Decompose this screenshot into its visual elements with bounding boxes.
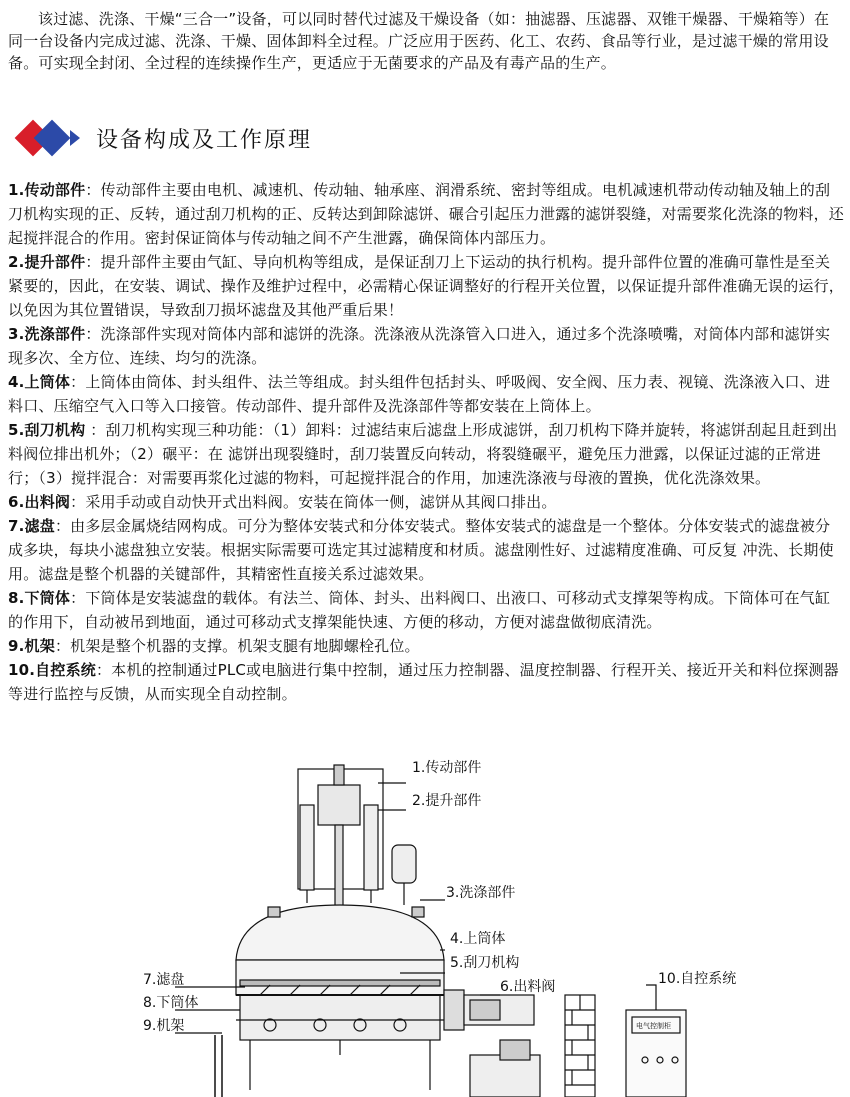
callout-label: 1.传动部件 [412, 760, 482, 776]
cabinet-label: 电气控制柜 [636, 1022, 671, 1030]
item-label: 1.传动部件 [8, 181, 86, 199]
item-label: 2.提升部件 [8, 253, 86, 271]
list-item [8, 370, 844, 418]
component-list [8, 178, 844, 706]
item-text: ：由多层金属烧结网构成。可分为整体安装式和分体安装式。整体安装式的滤盘是一个整体。分体安装式的滤盘被分成多块，每块小滤盘独立安装。根据实际需要可选定其过滤精度和材质。滤盘刚性好、过滤精度准确、可反复 冲洗、长期使用。滤盘是整个机器的关键部件，其精密性直接关系过滤效果。 [8, 517, 834, 583]
item-text: ：刮刀机构实现三种功能：（1）卸料：过滤结束后滤盘上形成滤饼，刮刀机构下降并旋转，将滤饼刮起且赶到出料阀位排出机外；（2）碾平：在 滤饼出现裂缝时，刮刀装置反向转动，将裂缝碾平，避免压力泄露，以保证过滤的正常进行；（3）搅拌混合：对需要再浆化过滤的物料，可起搅拌混合的作用，加速洗涤液与母液的置换，优化洗涤效果。 [8, 421, 838, 487]
item-text: ：机架是整个机器的支撑。机架支腿有地脚螺栓孔位。 [54, 637, 420, 655]
list-item [8, 322, 844, 370]
callout-label: 10.自控系统 [658, 971, 737, 987]
section-header [14, 118, 312, 158]
item-label: 9.机架 [8, 637, 55, 655]
item-label: 8.下筒体 [8, 589, 71, 607]
list-item [8, 418, 844, 490]
item-text: ：上筒体由筒体、封头组件、法兰等组成。封头组件包括封头、呼吸阀、安全阀、压力表、视镜、洗涤液入口、进料口、压缩空气入口等入口接管。传动部件、提升部件及洗涤部件等都安装在上筒体上。 [8, 373, 831, 415]
item-text: ：传动部件主要由电机、减速机、传动轴、轴承座、润滑系统、密封等组成。电机减速机带动传动轴及轴上的刮刀机构实现的正、反转，通过刮刀机构的正、反转达到卸除滤饼、碾合引起压力泄露的滤饼裂缝，对需要浆化洗涤的物料，还起搅拌混合的作用。密封保证筒体与传动轴之间不产生泄露，确保筒体内部压力。 [8, 181, 845, 247]
callout-label: 2.提升部件 [412, 793, 482, 809]
item-label: 6.出料阀 [8, 493, 71, 511]
item-label: 7.滤盘 [8, 517, 55, 535]
callout-label: 3.洗涤部件 [446, 885, 516, 901]
item-label: 10.自控系统 [8, 661, 96, 679]
list-item [8, 514, 844, 586]
list-item [8, 250, 844, 322]
item-text: ：采用手动或自动快开式出料阀。安装在筒体一侧，滤饼从其阀口排出。 [70, 493, 557, 511]
section-title: 设备构成及工作原理 [96, 127, 313, 153]
list-item [8, 490, 844, 514]
intro-paragraph: 该过滤、洗涤、干燥“三合一”设备，可以同时替代过滤及干燥设备（如：抽滤器、压滤器、双锥干燥器、干燥箱等）在同一台设备内完成过滤、洗涤、干燥、固体卸料全过程。广泛应用于医药、化工、农药、食品等行业，是过滤干燥的常用设备。可实现全封闭、全过程的连续操作生产，更适应于无菌要求的产品及有毒产品的生产。 [8, 10, 830, 72]
item-text: ：下筒体是安装滤盘的载体。有法兰、筒体、封头、出料阀口、出液口、可移动式支撑架等构成。下筒体可在气缸的作用下，自动被吊到地面，通过可移动式支撑架能快速、方便的移动，方便对滤盘做彻底清洗。 [8, 589, 831, 631]
callout-label: 4.上筒体 [450, 931, 506, 947]
callout-label: 7.滤盘 [143, 972, 185, 988]
list-item [8, 586, 844, 634]
callout-label: 9.机架 [143, 1018, 185, 1034]
diagram-labels [0, 755, 850, 1097]
list-item [8, 658, 844, 706]
callout-label: 6.出料阀 [500, 979, 556, 995]
list-item [8, 178, 844, 250]
section-diamond-icon [14, 118, 80, 158]
item-text: ：洗涤部件实现对筒体内部和滤饼的洗涤。洗涤液从洗涤管入口进入，通过多个洗涤喷嘴，对筒体内部和滤饼实现多次、全方位、连续、均匀的洗涤。 [8, 325, 831, 367]
equipment-diagram [0, 755, 850, 1097]
item-label: 5.刮刀机构 [8, 421, 86, 439]
callout-label: 8.下筒体 [143, 995, 199, 1011]
list-item [8, 634, 844, 658]
item-text: ：提升部件主要由气缸、导向机构等组成，是保证刮刀上下运动的执行机构。提升部件位置的准确可靠性是至关紧要的，因此，在安装、调试、操作及维护过程中，必需精心保证调整好的行程开关位置，以保证提升部件准确无误的运行，以免因为其位置错误，导致刮刀损坏滤盘及其他严重后果！ [8, 253, 845, 319]
item-label: 4.上筒体 [8, 373, 71, 391]
callout-label: 5.刮刀机构 [450, 955, 520, 971]
item-text: ：本机的控制通过PLC或电脑进行集中控制，通过压力控制器、温度控制器、行程开关、接近开关和料位探测器等进行监控与反馈，从而实现全自动控制。 [8, 661, 839, 703]
item-label: 3.洗涤部件 [8, 325, 86, 343]
